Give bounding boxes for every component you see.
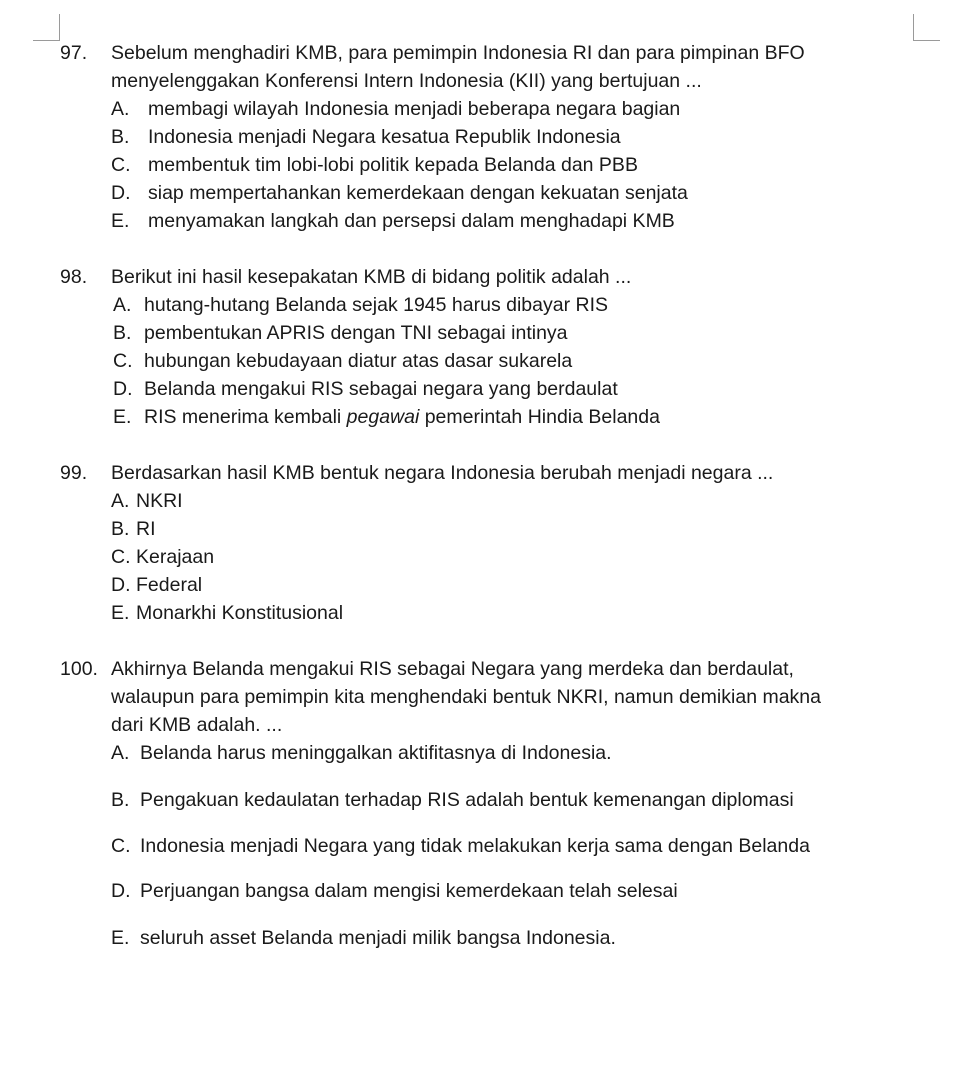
option-letter: A. — [113, 294, 132, 316]
option-text: Indonesia menjadi Negara yang tidak melakukan kerja sama dengan Belanda — [140, 835, 810, 857]
question-number: 98. — [60, 266, 88, 288]
option-text: Perjuangan bangsa dalam mengisi kemerdekaan telah selesai — [140, 880, 678, 902]
option-text: NKRI — [136, 490, 183, 512]
option-letter: C. — [113, 350, 133, 372]
option-text — [144, 405, 660, 429]
option-letter: D. — [113, 378, 133, 400]
option-letter: B. — [111, 126, 130, 148]
option-text: hutang-hutang Belanda sejak 1945 harus dibayar RIS — [144, 294, 608, 316]
option-text-part: pemerintah Hindia Belanda — [419, 406, 660, 428]
option-text-italic: pegawai — [346, 406, 420, 428]
option-text-part: RIS menerima kembali — [144, 406, 347, 428]
option-text: membentuk tim lobi-lobi politik kepada Belanda dan PBB — [148, 154, 638, 176]
option-text: membagi wilayah Indonesia menjadi beberapa negara bagian — [148, 98, 681, 120]
option-text: hubungan kebudayaan diatur atas dasar sukarela — [144, 350, 573, 372]
option-letter: A. — [111, 742, 130, 764]
option-text: Belanda mengakui RIS sebagai negara yang berdaulat — [144, 378, 618, 400]
question-text: Berikut ini hasil kesepakatan KMB di bidang politik adalah ... — [111, 266, 632, 288]
option-text: Federal — [136, 574, 203, 596]
option-letter: E. — [111, 602, 130, 624]
page-corner-mark — [33, 14, 60, 41]
option-letter: A. — [111, 98, 130, 120]
option-letter: A. — [111, 490, 130, 512]
option-letter: D. — [111, 880, 131, 902]
question-number: 99. — [60, 462, 88, 484]
option-letter: B. — [113, 322, 132, 344]
question-text: dari KMB adalah. ... — [111, 714, 283, 736]
option-text: Indonesia menjadi Negara kesatua Republik Indonesia — [148, 126, 621, 148]
option-letter: D. — [111, 574, 131, 596]
option-letter: C. — [111, 154, 131, 176]
option-letter: B. — [111, 789, 130, 811]
option-text: seluruh asset Belanda menjadi milik bangsa Indonesia. — [140, 927, 616, 949]
option-letter: C. — [111, 546, 131, 568]
option-text: RI — [136, 518, 156, 540]
option-text: Kerajaan — [136, 546, 215, 568]
option-letter: E. — [111, 210, 130, 232]
question-text: walaupun para pemimpin kita menghendaki bentuk NKRI, namun demikian makna — [111, 686, 821, 708]
option-letter: C. — [111, 835, 131, 857]
option-text: Monarkhi Konstitusional — [136, 602, 344, 624]
option-text: menyamakan langkah dan persepsi dalam menghadapi KMB — [148, 210, 675, 232]
question-text: Akhirnya Belanda mengakui RIS sebagai Negara yang merdeka dan berdaulat, — [111, 658, 794, 680]
option-letter: E. — [113, 406, 132, 428]
option-letter: E. — [111, 927, 130, 949]
option-text: Belanda harus meninggalkan aktifitasnya di Indonesia. — [140, 742, 612, 764]
question-text: menyelenggakan Konferensi Intern Indonesia (KII) yang bertujuan ... — [111, 70, 702, 92]
option-text: siap mempertahankan kemerdekaan dengan kekuatan senjata — [148, 182, 688, 204]
option-text: pembentukan APRIS dengan TNI sebagai intinya — [144, 322, 568, 344]
option-text: Pengakuan kedaulatan terhadap RIS adalah bentuk kemenangan diplomasi — [140, 789, 794, 811]
page-corner-mark — [913, 14, 940, 41]
question-number: 100. — [60, 658, 98, 680]
question-text: Berdasarkan hasil KMB bentuk negara Indonesia berubah menjadi negara ... — [111, 462, 774, 484]
option-letter: B. — [111, 518, 130, 540]
option-letter: D. — [111, 182, 131, 204]
question-text: Sebelum menghadiri KMB, para pemimpin Indonesia RI dan para pimpinan BFO — [111, 42, 805, 64]
question-number: 97. — [60, 42, 88, 64]
